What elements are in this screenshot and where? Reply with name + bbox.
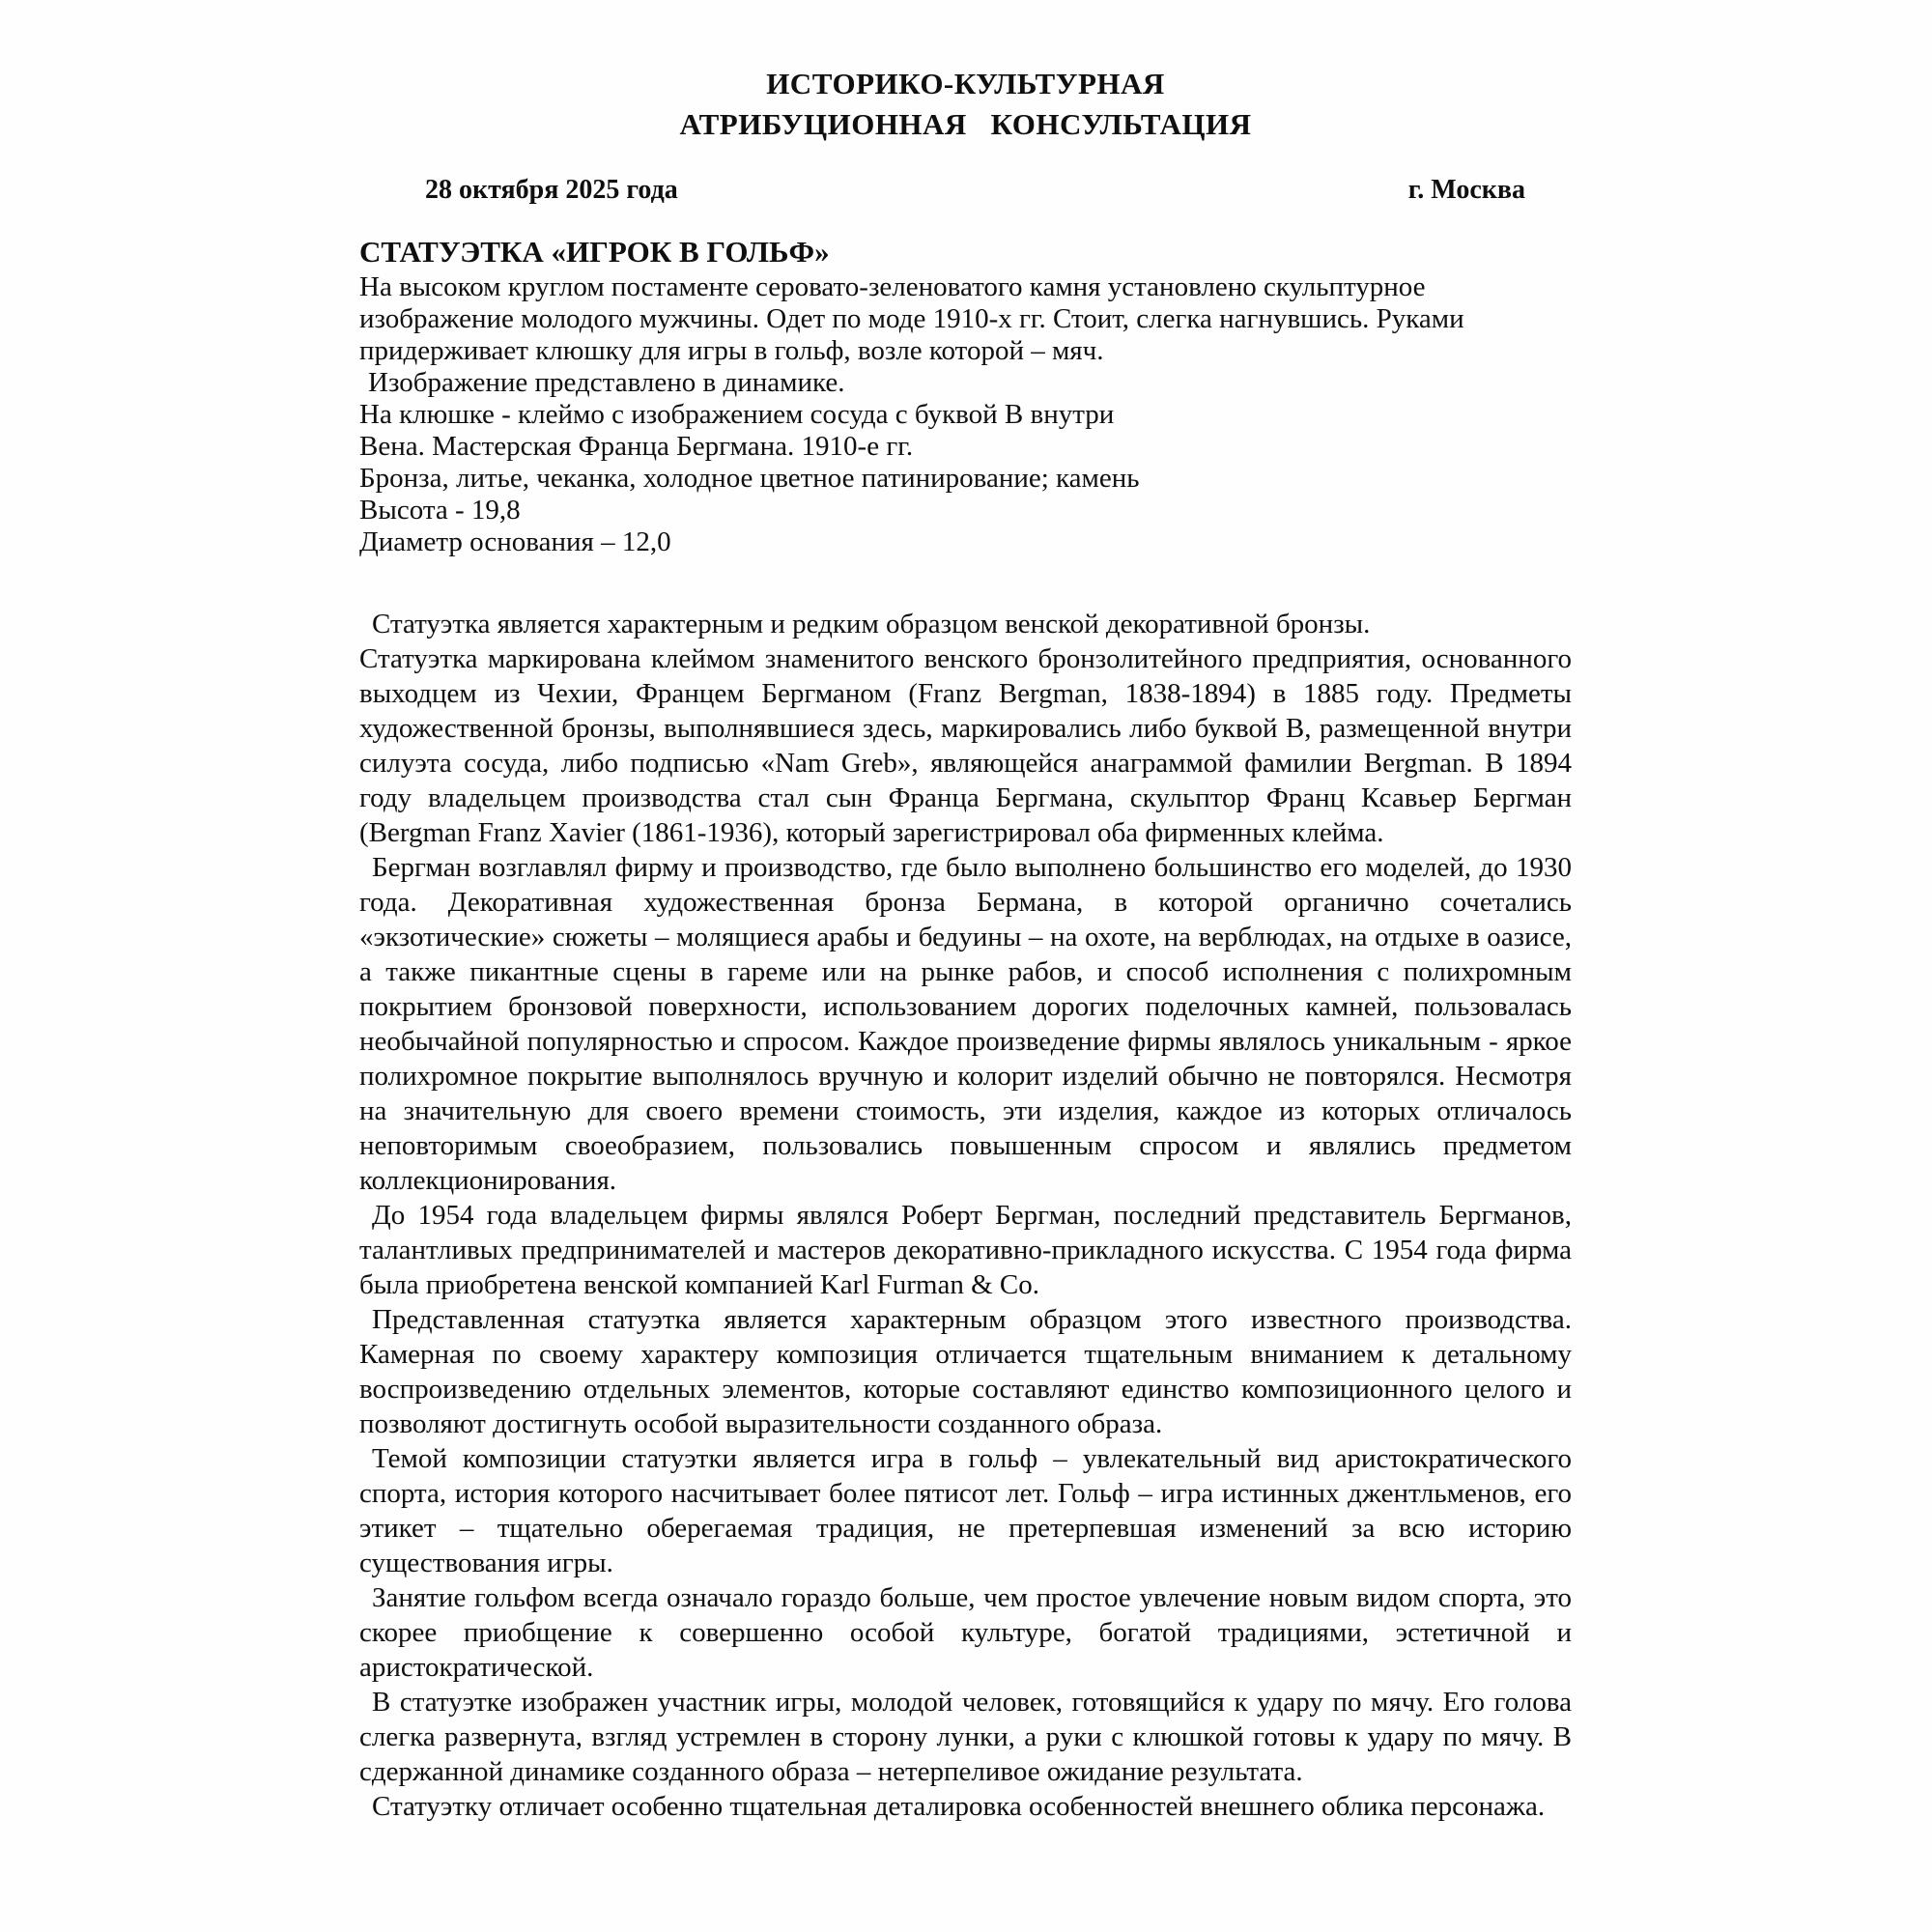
dateline	[359, 174, 1572, 207]
body-text	[359, 607, 1572, 1824]
object-description	[359, 271, 1572, 558]
paragraph: Статуэтка маркирована клеймом знаменитого венского бронзолитейного предприятия, основанного выходцем из Чехии, Францем Бергманом (Franz Bergman, 1838-1894) в 1885 году. Предметы художественной бронзы, выполнявшиеся здесь, маркировались либо буквой В, размещенной внутри силуэта сосуда, либо подписью «Nam Greb», являющейся анаграммой фамилии Bergman. В 1894 году владельцем производства стал сын Франца Бергмана, скульптор Франц Ксавьер Бергман (Bergman Franz Xavier (1861-1936), который зарегистрировал оба фирменных клейма.	[359, 643, 1572, 848]
description-line: Бронза, литье, чеканка, холодное цветное патинирование; камень	[359, 463, 1140, 494]
paragraph: До 1954 года владельцем фирмы являлся Роберт Бергман, последний представитель Бергманов, талантливых предпринимателей и мастеров декоративно-прикладного искусства. С 1954 года фирма была приобретена венской компанией Karl Furman & Co.	[359, 1200, 1572, 1300]
paragraph: Темой композиции статуэтки является игра в гольф – увлекательный вид аристократического спорта, история которого насчитывает более пятисот лет. Гольф – игра истинных джентльменов, его этикет – тщательно оберегаемая традиция, не претерпевшая изменений за всю историю существования игры.	[359, 1443, 1572, 1578]
description-line: Вена. Мастерская Франца Бергмана. 1910-е гг.	[359, 431, 914, 462]
title-line-1: ИСТОРИКО-КУЛЬТУРНАЯ	[766, 67, 1165, 100]
paragraph: Статуэтка является характерным и редким образцом венской декоративной бронзы.	[372, 609, 1371, 639]
description-line: Высота - 19,8	[359, 495, 521, 526]
paragraph: В статуэтке изображен участник игры, молодой человек, готовящийся к удару по мячу. Его голова слегка развернута, взгляд устремлен в сторону лунки, а руки с клюшкой готовы к удару по мячу. В сдержанной динамике созданного образа – нетерпеливое ожидание результата.	[359, 1687, 1572, 1787]
paragraph: Бергман возглавлял фирму и производство, где было выполнено большинство его моделей, до 1930 года. Декоративная художественная бронза Бермана, в которой органично сочетались «экзотические» сюжеты – молящиеся арабы и бедуины – на охоте, на верблюдах, на отдыхе в оазисе, а также пикантные сцены в гареме или на рынке рабов, и способ исполнения с полихромным покрытием бронзовой поверхности, использованием дорогих поделочных камней, пользовалась необычайной популярностью и спросом. Каждое произведение фирмы являлось уникальным - яркое полихромное покрытие выполнялось вручную и колорит изделий обычно не повторялся. Несмотря на значительную для своего времени стоимость, эти изделия, каждое из которых отличалось неповторимым своеобразием, пользовались повышенным спросом и являлись предметом коллекционирования.	[359, 852, 1572, 1196]
paragraph: Представленная статуэтка является характерным образцом этого известного производства. Камерная по своему характеру композиция отличается тщательным вниманием к детальному воспроизведению отдельных элементов, которые составляют единство композиционного целого и позволяют достигнуть особой выразительности созданного образа.	[359, 1304, 1572, 1439]
title-line-2: АТРИБУЦИОННАЯ КОНСУЛЬТАЦИЯ	[679, 107, 1252, 141]
description-line: Диаметр основания – 12,0	[359, 526, 671, 557]
object-heading: СТАТУЭТКА «ИГРОК В ГОЛЬФ»	[359, 235, 830, 269]
description-line: На высоком круглом постаменте серовато-зеленоватого камня установлено скульптурное изображение молодого мужчины. Одет по моде 1910-х гг. Стоит, слегка нагнувшись. Руками придерживает клюшку для игры в гольф, возле которой – мяч.	[359, 271, 1464, 366]
document-title	[359, 64, 1572, 145]
paragraph: Занятие гольфом всегда означало гораздо больше, чем простое увлечение новым видом спорта, это скорее приобщение к совершенно особой культуре, богатой традициями, эстетичной и аристократической.	[359, 1582, 1572, 1683]
description-line: Изображение представлено в динамике.	[368, 367, 845, 398]
document-date: 28 октября 2025 года	[425, 175, 678, 205]
document-city: г. Москва	[1407, 175, 1525, 205]
paragraph: Статуэтку отличает особенно тщательная деталировка особенностей внешнего облика персонажа.	[372, 1791, 1546, 1822]
description-line: На клюшке - клеймо с изображением сосуда с буквой В внутри	[359, 399, 1115, 430]
